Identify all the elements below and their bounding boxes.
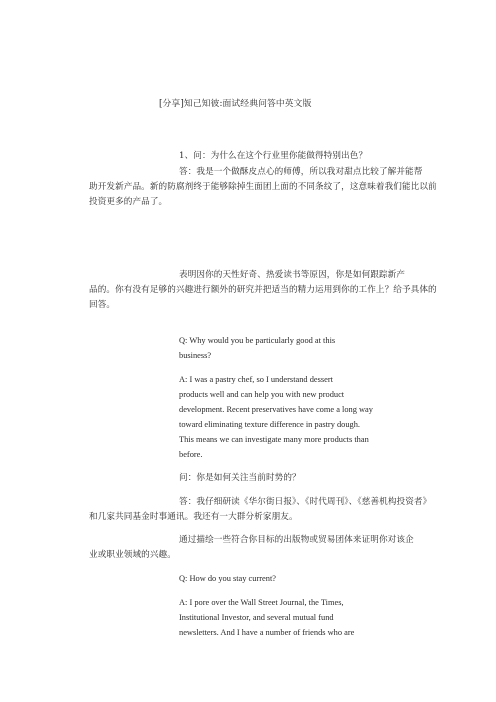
answer-1-en-line-5: This means we can investigate many more products than [179, 435, 369, 444]
question-1-en-line-1: Q: Why would you be particularly good at this [179, 336, 336, 345]
question-1-zh: 1、问：为什么在这个行业里你能做得特别出色？ [179, 151, 368, 161]
question-1-en-line-2: business? [179, 351, 212, 360]
answer-1-en-line-1: A: I was a pastry chef, so I understand dessert [179, 375, 333, 384]
answer-1-en-line-2: products well and can help you with new product [179, 390, 345, 399]
question-2-en: Q: How do you stay current? [179, 574, 276, 583]
answer-2-en-line-1: A: I pore over the Wall Street Journal, the Times, [179, 598, 344, 607]
question-2-zh: 问：你是如何关注当前时势的？ [179, 473, 301, 483]
answer-1-en-line-4: toward eliminating texture difference in pastry dough. [179, 420, 361, 429]
answer-1-zh-line-2: 助开发新产品。新的防腐剂终于能够除掉生面团上面的不同条纹了，这意味着我们能比以前 [89, 182, 437, 192]
tip-1-zh-line-2: 品的。你有没有足够的兴趣进行额外的研究并把适当的精力运用到你的工作上？给予具体的 [89, 285, 437, 295]
answer-2-zh-line-1: 答：我仔细研读《华尔街日报》、《时代周刊》、《慈善机构投资者》 [179, 497, 432, 507]
tip-1-zh-line-1: 表明因你的天性好奇、热爱读书等原因，你是如何跟踪新产 [179, 270, 406, 280]
answer-2-en-line-3: newsletters. And I have a number of friends who are [179, 628, 355, 637]
tip-2-zh-line-2: 业或职业领域的兴趣。 [89, 550, 176, 560]
answer-2-en-line-2: Institutional Investor, and several mutual fund [179, 613, 334, 622]
answer-1-zh-line-3: 投资更多的产品了。 [89, 197, 168, 207]
answer-1-en-line-6: before. [179, 450, 203, 459]
answer-1-zh-line-1: 答：我是一个做酥皮点心的师傅，所以我对甜点比较了解并能帮 [179, 167, 423, 177]
tip-2-zh-line-1: 通过描绘一些符合你目标的出版物或贸易团体来证明你对该企 [179, 535, 414, 545]
document-title: [分享]知己知彼:面试经典问答中英文版 [159, 99, 312, 109]
answer-1-en-line-3: development. Recent preservatives have come a long way [179, 405, 373, 414]
tip-1-zh-line-3: 回答。 [89, 300, 116, 310]
answer-2-zh-line-2: 和几家共同基金时事通讯。我还有一大群分析家朋友。 [89, 512, 298, 522]
